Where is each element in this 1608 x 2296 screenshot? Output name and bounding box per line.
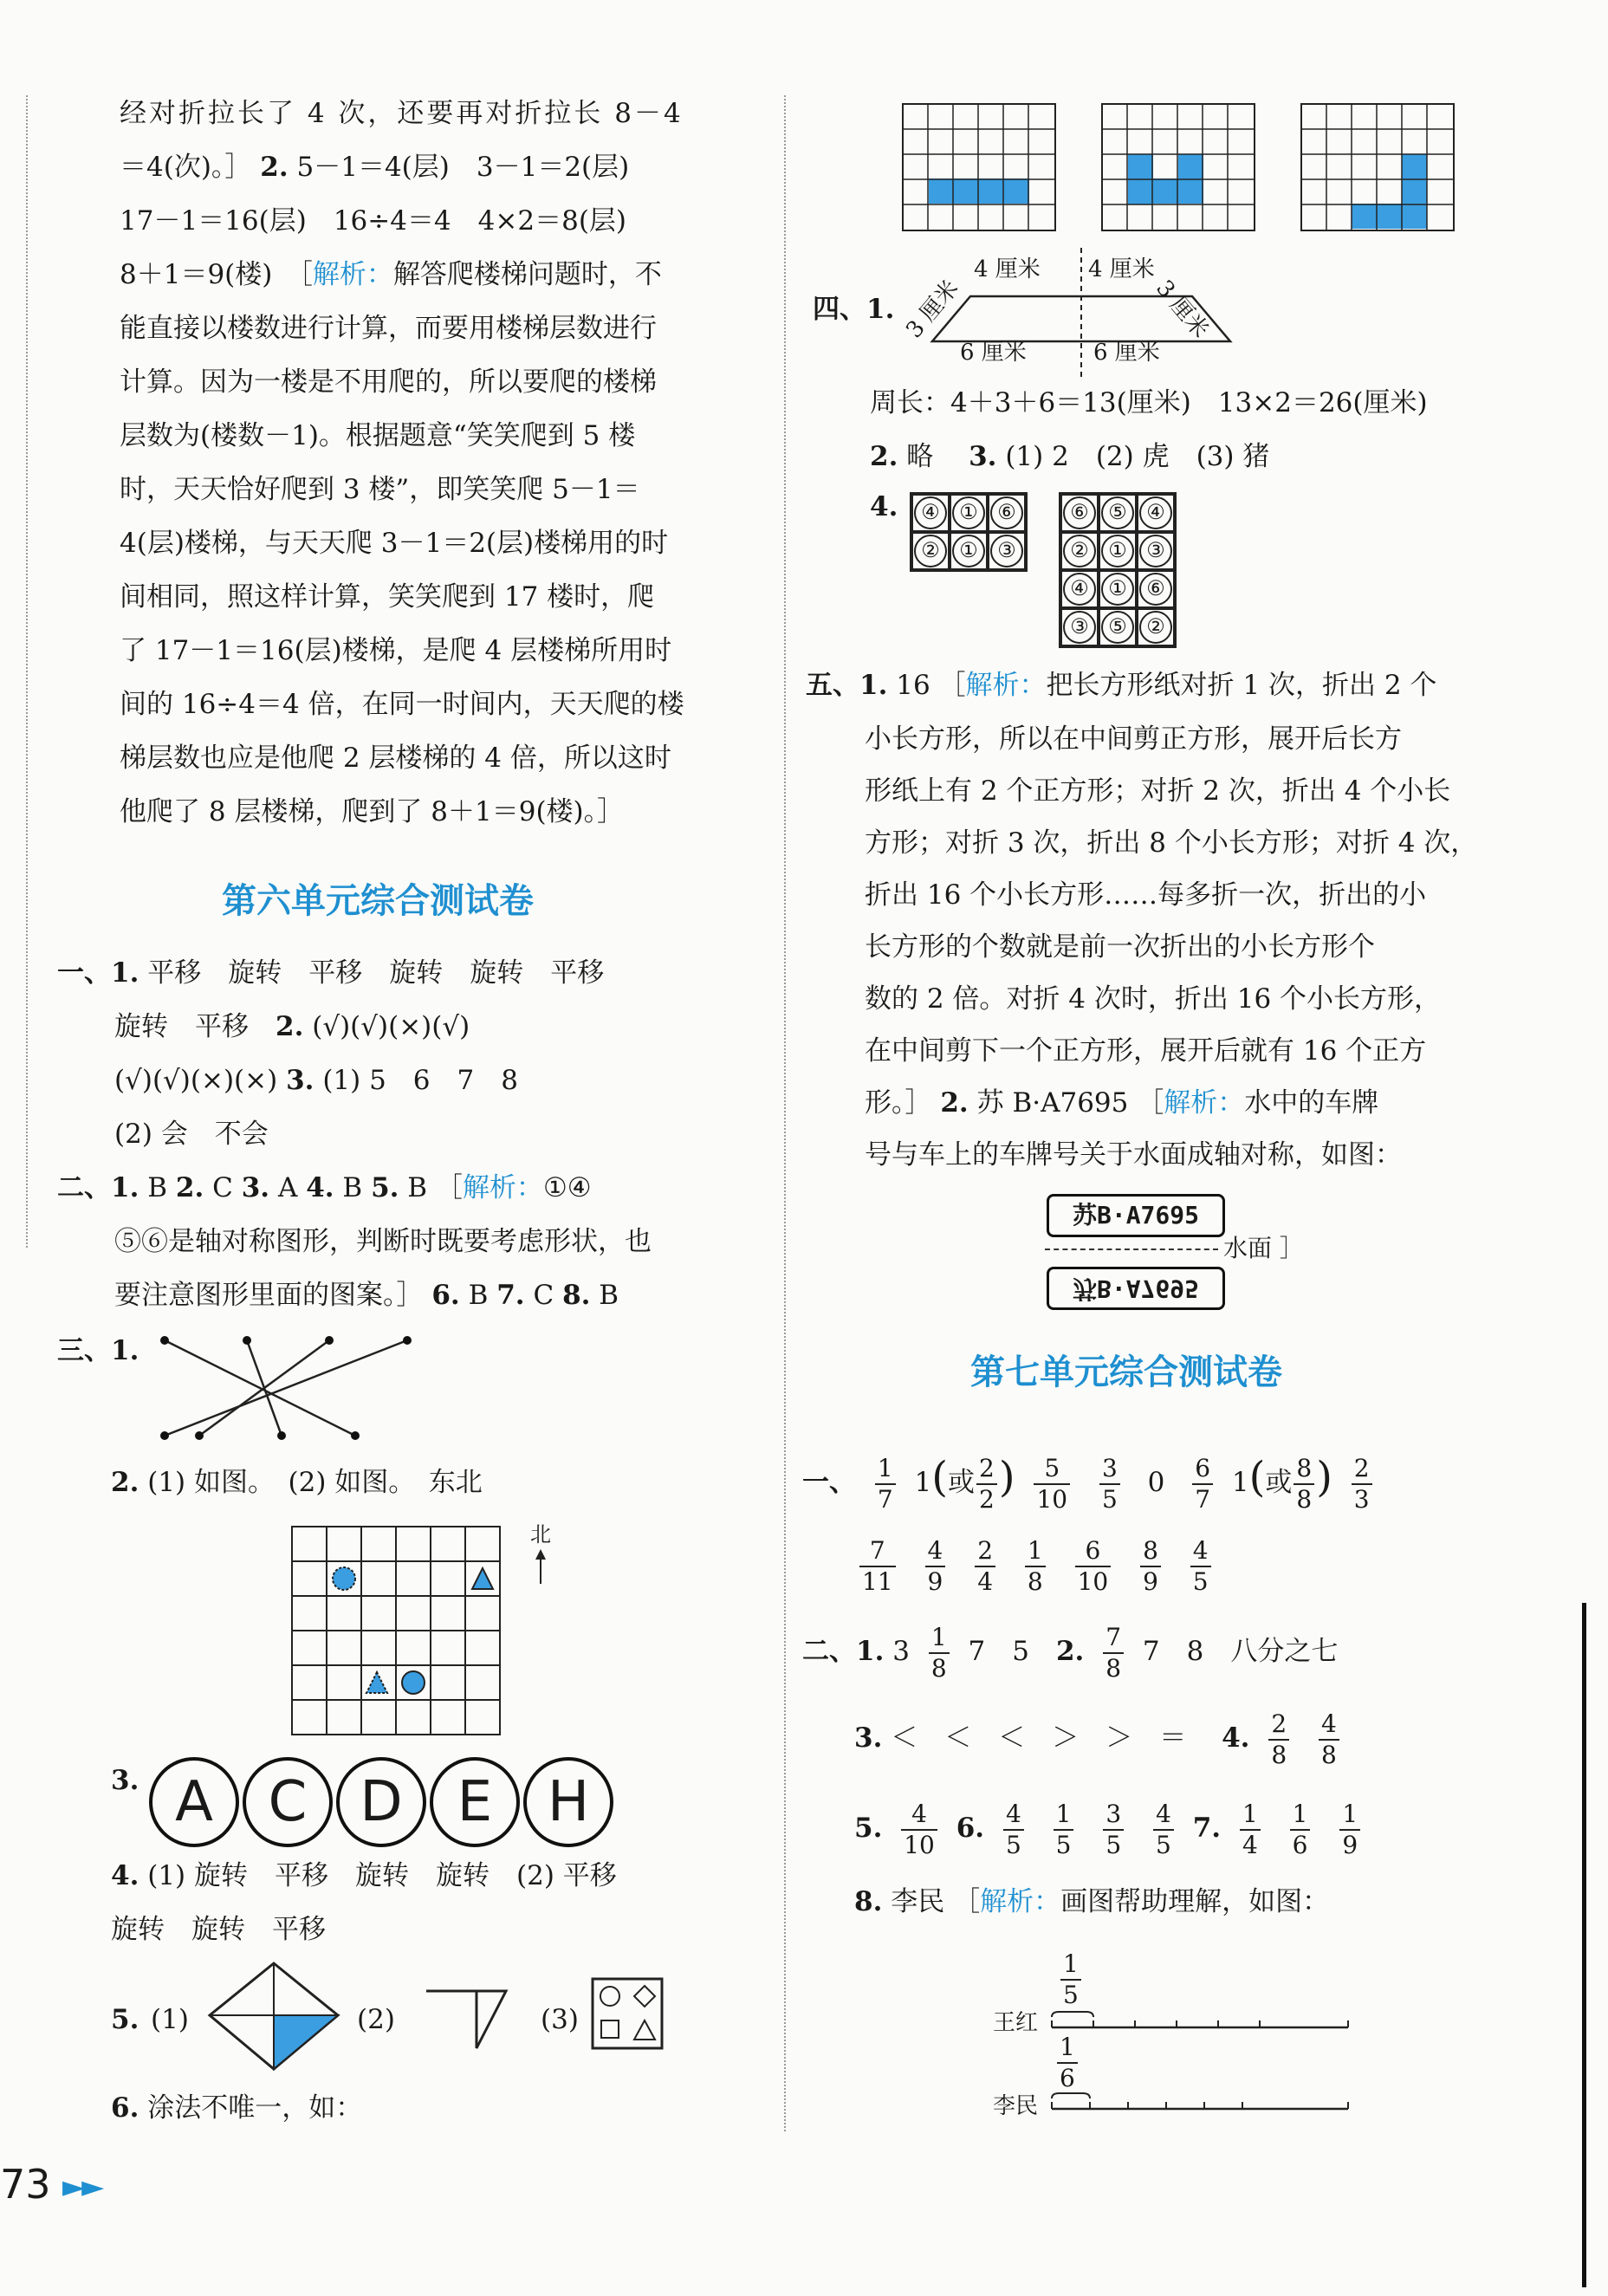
grid-cell: ⑥ [1137,570,1175,608]
q5-line: 折出 16 个小长方形……每多折一次，折出的小 [865,879,1427,911]
q5-line: 五、1. 16 ［解析：把长方形纸对折 1 次，折出 2 个 [806,670,1437,701]
page-arrows-icon: ►► [62,2170,101,2204]
dim-label: 6 厘米 [1093,340,1160,366]
grid-cell: ① [1099,570,1137,608]
fraction-label-li: $\frac{1}{6}$ [1057,2033,1078,2093]
grid-cell: ③ [988,532,1026,570]
symbol-grid-figure [591,1977,664,2050]
number-grid-4x3 [1059,492,1177,648]
u7-q1-row2: $\frac{7}{11}$ $\frac{4}{9}$ $\frac{2}{4}$ $\frac{1}{8}$ $\frac{6}{10}$ $\frac{8}{9}$ $\frac{4}{5}$ [849,1530,1222,1599]
circled-letter: C [243,1757,333,1847]
q1-line: (2) 会 不会 [114,1119,269,1150]
q3-label: 三、1. [57,1335,139,1366]
text-line: ＝4(次)。］ 2. 5－1＝4(层) 3－1＝2(层) [120,152,630,183]
q5-line: 在中间剪下一个正方形，展开后就有 16 个正方 [865,1035,1427,1067]
circled-letter: E [430,1757,520,1847]
q1-line: 旋转 平移 2. (√)(√)(×)(√) [114,1011,470,1042]
trapezoid-figure [901,248,1265,378]
text-line: 间相同，照这样计算，笑笑爬到 17 楼时，爬 [120,581,655,613]
fraction-label-wang: $\frac{1}{5}$ [1060,1949,1081,2010]
q3-4-line: 4. (1) 旋转 平移 旋转 旋转 (2) 平移 [111,1860,617,1891]
grid-cell: ⑤ [1099,494,1137,532]
text-line: 他爬了 8 层楼梯，爬到了 8＋1＝9(楼)。］ [120,796,625,827]
bar-li [1048,2090,1352,2116]
q5-line: 形纸上有 2 个正方形；对折 2 次，折出 4 个小长 [865,775,1451,807]
text-line: 了 17－1＝16(层)楼梯，是爬 4 层楼梯所用时 [120,635,672,666]
circled-letter: H [523,1757,613,1847]
perimeter-line: 周长：4＋3＋6＝13(厘米) 13×2＝26(厘米) [870,387,1428,418]
grid-cell: ⑥ [988,494,1026,532]
license-plate-reflection: 苏B·A7695 [1047,1267,1225,1310]
grid-cell: ④ [911,494,950,532]
u7-q2-row: 二、1. 3 $\frac{1}{8}$ 7 5 2. $\frac{7}{8}$ 7 8 八分之七 [802,1622,1339,1683]
text-line: 4(层)楼梯，与天天爬 3－1＝2(层)楼梯用的时 [120,528,669,559]
matching-lines-figure [156,1330,416,1443]
dim-label: 4 厘米 [1088,256,1155,282]
dim-label: 3 厘米 [1151,275,1214,344]
q4-2-line: 2. 略 3. (1) 2 (2) 虎 (3) 猪 [870,441,1270,472]
q4-4-label: 4. [870,491,898,522]
circled-letter: D [336,1757,426,1847]
q3-2-line: 2. (1) 如图。 (2) 如图。 东北 [111,1467,483,1498]
grid-cell: ② [911,532,950,570]
q3-6-line: 6. 涂法不唯一，如： [111,2092,363,2124]
grid-cell: ② [1137,608,1175,646]
q3-3-label: 3. [111,1765,139,1796]
grid-cell: ③ [1060,608,1099,646]
q5-line: 形。］ 2. 苏 B·A7695 ［解析：水中的车牌 [865,1087,1379,1119]
dim-label: 4 厘米 [974,256,1041,282]
q1-line: (√)(√)(×)(×) 3. (1) 5 6 7 8 [114,1065,518,1096]
grid-cell: ① [950,532,988,570]
u7-q5-row: 5. $\frac{4}{10}$ 6. $\frac{4}{5}$ $\frac{1}{5}$ $\frac{3}{5}$ $\frac{4}{5}$ 7. $\frac{1}{4}$ $\frac{1}{6}$ $\frac{1}{9}$ [854,1793,1371,1863]
north-label: 北 [530,1522,551,1547]
q1-line: 一、1. 平移 旋转 平移 旋转 旋转 平移 [57,957,605,989]
grid-cell: ④ [1137,494,1175,532]
q3-5-part1: (1) [151,2004,189,2035]
text-line: 经对折拉长了 4 次，还要再对折拉长 8－4 [120,98,684,129]
q2-line: 二、1. B 2. C 3. A 4. B 5. B ［解析：①④ [57,1172,592,1203]
north-arrow-icon [530,1547,551,1586]
text-line: 计算。因为一楼是不用爬的，所以要爬的楼梯 [120,366,657,398]
q2-line: 要注意图形里面的图案。］ 6. B 7. C 8. B [114,1280,619,1311]
u7-q1-row: 一、 $\frac{1}{7}$ 1(或 $\frac{2}{2}$ ) $\frac{5}{10}$ $\frac{3}{5}$ 0 $\frac{6}{7}$ 1(或 $\frac{8}{8}$ ) $\frac{2}{3}$ [802,1438,1383,1521]
water-line [1045,1249,1218,1250]
q2-line: ⑤⑥是轴对称图形，判断时既要考虑形状，也 [114,1226,652,1257]
circled-letters [149,1757,617,1847]
text-line: 层数为(楼数－1)。根据题意“笑笑爬到 5 楼 [120,420,636,451]
q3-4-line: 旋转 旋转 平移 [111,1914,326,1945]
dim-label: 3 厘米 [901,275,964,344]
grid-cell: ⑤ [1099,608,1137,646]
grid-cell: ① [950,494,988,532]
position-grid [290,1525,515,1736]
right-edge-bar [1582,1603,1586,2287]
shaded-grids-figure [901,102,1456,232]
left-margin-rule [26,95,28,1248]
section-heading-unit6: 第六单元综合测试卷 [222,881,534,921]
u7-q8-row: 8. 李民 ［解析：画图帮助理解，如图： [854,1886,1330,1917]
q5-line: 数的 2 倍。对折 4 次时，折出 16 个小长方形， [865,983,1442,1015]
dim-label: 6 厘米 [960,340,1027,366]
grid-cell: ① [1099,532,1137,570]
text-line: 8＋1＝9(楼) ［解析：解答爬楼梯问题时，不 [120,259,662,290]
text-line: 梯层数也应是他爬 2 层楼梯的 4 倍，所以这时 [120,743,671,774]
number-grid-2x3 [910,492,1028,572]
grid-cell: ③ [1137,532,1175,570]
text-line: 时，天天恰好爬到 3 楼”，即笑笑爬 5－1＝ [120,474,640,505]
water-label: 水面 ］ [1223,1234,1304,1262]
q3-5-part2: (2) [357,2004,395,2035]
q3-5-part3: (3) [541,2004,579,2035]
q5-line: 号与车上的车牌号关于水面成轴对称，如图： [865,1139,1402,1171]
circled-letter: A [149,1757,239,1847]
column-divider [784,95,786,2131]
grid-cell: ② [1060,532,1099,570]
q3-5-label: 5. [111,2004,139,2035]
license-plate: 苏B·A7695 [1047,1194,1225,1237]
text-line: 17－1＝16(层) 16÷4＝4 4×2＝8(层) [120,205,627,237]
section-heading-unit7: 第七单元综合测试卷 [970,1352,1282,1392]
label-li: 李民 [993,2093,1039,2119]
page-number: 73 [0,2161,51,2208]
grid-cell: ④ [1060,570,1099,608]
bar-wang [1048,2008,1352,2034]
folded-shape-figure [423,1982,509,2052]
kite-figure [204,1960,343,2072]
u7-q3-row: 3. ＜ ＜ ＜ ＞ ＞ ＝ 4. $\frac{2}{8}$ $\frac{4}{8}$ [854,1703,1350,1773]
q5-line: 小长方形，所以在中间剪正方形，展开后长方 [865,723,1402,755]
grid-cell: ⑥ [1060,494,1099,532]
text-line: 能直接以楼数进行计算，而要用楼梯层数进行 [120,313,657,344]
q5-line: 方形；对折 3 次，折出 8 个小长方形；对折 4 次， [865,827,1478,859]
q4-label: 四、1. [813,294,895,325]
text-line: 间的 16÷4＝4 倍，在同一时间内，天天爬的楼 [120,689,684,720]
q5-line: 长方形的个数就是前一次折出的小长方形个 [865,931,1375,963]
label-wang: 王红 [993,2010,1039,2036]
